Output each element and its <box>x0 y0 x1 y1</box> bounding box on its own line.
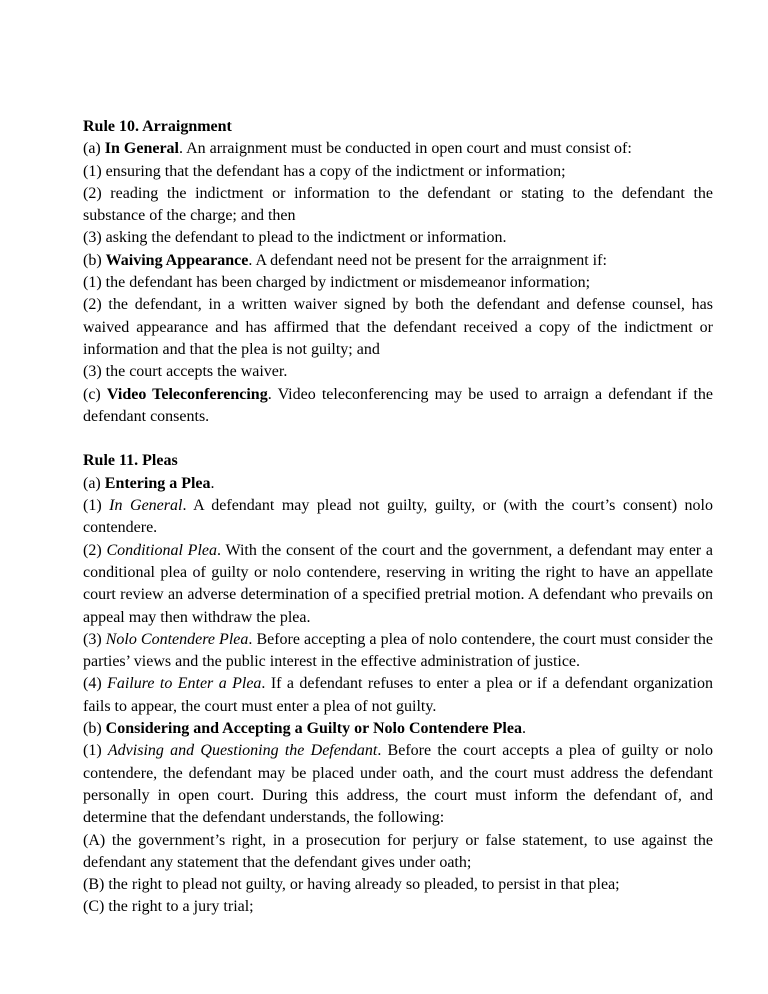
rule-title: Rule 10. Arraignment <box>83 118 232 135</box>
rule-10-b2: (2) the defendant, in a written waiver signed by both the defendant and defense counsel, has waived appearance and has affirmed that the defendant received a copy of the indictment or information and that the plea is not guilty; and <box>83 296 713 358</box>
prefix: (2) <box>83 541 107 559</box>
text: . <box>521 720 526 738</box>
prefix: (b) <box>83 251 106 269</box>
rule-10-b1: (1) the defendant has been charged by indictment or misdemeanor information; <box>83 274 591 292</box>
prefix: (b) <box>83 720 106 738</box>
prefix: (a) <box>83 140 105 158</box>
text: . An arraignment must be conducted in open court and must consist of: <box>178 140 632 158</box>
text: . With the consent of the court and the government, a defendant may enter a conditional plea of guilty or nolo contendere, reserving in writing the right to have an appellate court review an adverse determination of a specified pretrial motion. A defendant who prevails on appeal may then withdraw the plea. <box>83 541 714 626</box>
rule-title: Rule 11. Pleas <box>83 452 178 470</box>
rule-10-c <box>83 384 713 429</box>
heading: Advising and Questioning the Defendant <box>107 742 378 760</box>
document-page <box>83 116 713 919</box>
rule-10-a2: (2) reading the indictment or information to the defendant or stating to the defendant the substance of the charge; and then <box>83 184 713 225</box>
rule-11-bB: (B) the right to plead not guilty, or having already so pleaded, to persist in that plea; <box>83 876 620 894</box>
heading: Conditional Plea <box>106 541 217 559</box>
prefix: (a) <box>83 474 105 492</box>
text: . Before the court accepts a plea of guilty or nolo contendere, the defendant may be placed under oath, and the court must address the defendant personally in open court. During this address, the court must inform the defendant of, and determine that the defendant understands, the following: <box>83 742 714 827</box>
heading: In General <box>104 140 179 158</box>
rule-10-b3: (3) the court accepts the waiver. <box>83 363 288 381</box>
rule-10-a3: (3) asking the defendant to plead to the indictment or information. <box>83 229 507 247</box>
rule-11-bA: (A) the government’s right, in a prosecution for perjury or false statement, to use against the defendant any statement that the defendant gives under oath; <box>83 831 713 871</box>
heading: Considering and Accepting a Guilty or Nolo Contendere Plea <box>105 720 522 738</box>
text: . A defendant may plead not guilty, guilty, or (with the court’s consent) nolo contendere. <box>83 497 714 537</box>
text: . Video teleconferencing may be used to arraign a defendant if the defendant consents. <box>83 385 713 425</box>
rule-10-title <box>83 116 713 138</box>
rule-10-a1: (1) ensuring that the defendant has a copy of the indictment or information; <box>83 162 566 180</box>
heading: Failure to Enter a Plea <box>107 675 262 693</box>
rule-10-b <box>83 250 713 272</box>
prefix: (c) <box>83 385 107 403</box>
rule-11-bC: (C) the right to a jury trial; <box>83 898 254 916</box>
prefix: (1) <box>83 742 108 760</box>
rule-11-a3 <box>83 629 713 674</box>
text: . A defendant need not be present for the arraignment if: <box>248 251 607 269</box>
text: . <box>210 474 215 492</box>
text: . Before accepting a plea of nolo contendere, the court must consider the parties’ views and the public interest in the effective administration of justice. <box>83 630 714 671</box>
rule-11-a2 <box>83 540 713 629</box>
rule-11-a1 <box>83 495 713 540</box>
rule-10-a <box>83 138 713 160</box>
rule-11-a4 <box>83 673 713 718</box>
prefix: (1) <box>83 497 110 515</box>
heading: Nolo Contendere Plea <box>105 630 249 648</box>
rule-11-b1 <box>83 740 713 829</box>
rule-11-title <box>83 450 713 472</box>
rule-11-a <box>83 473 713 495</box>
rule-11-b <box>83 718 713 740</box>
heading: In General <box>109 497 183 515</box>
heading: Waiving Appearance <box>105 251 249 269</box>
heading: Entering a Plea <box>104 474 211 492</box>
heading: Video Teleconferencing <box>106 385 268 403</box>
prefix: (3) <box>83 630 106 648</box>
spacer <box>83 428 713 450</box>
prefix: (4) <box>83 675 108 693</box>
text: . If a defendant refuses to enter a plea or if a defendant organization fails to appear, the court must enter a plea of not guilty. <box>83 675 714 715</box>
